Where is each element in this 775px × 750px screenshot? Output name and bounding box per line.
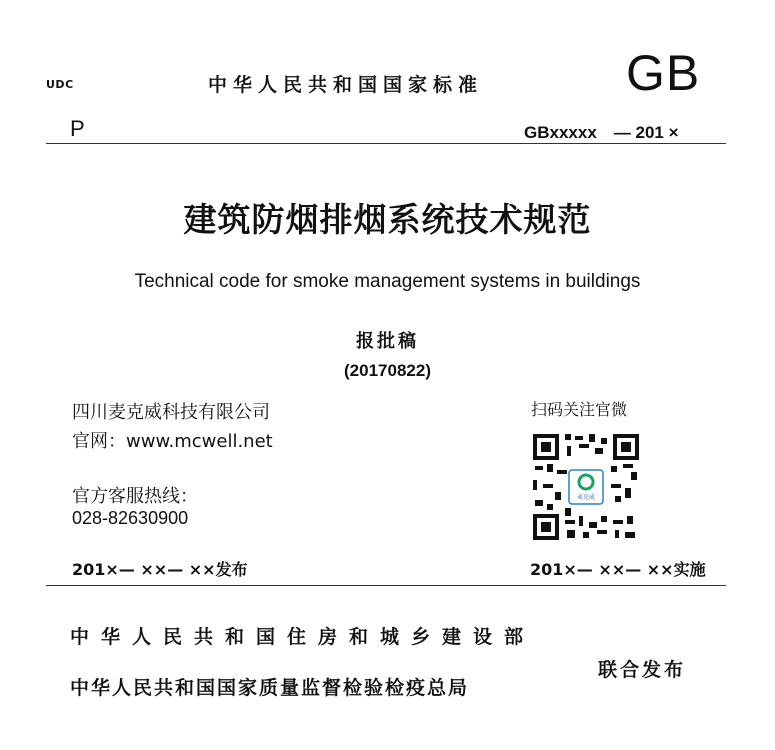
- national-standard-heading: 中华人民共和国国家标准: [208, 74, 484, 96]
- issuer-quality-supervision: 中华人民共和国国家质量监督检验检疫总局: [70, 677, 470, 699]
- footer-divider: [46, 585, 726, 586]
- standard-number: GBxxxxx — 201 ×: [524, 123, 679, 142]
- joint-release-label: 联合发布: [598, 659, 687, 681]
- issuer-ministry-housing: 中华人民共和国住房和城乡建设部: [70, 626, 536, 648]
- company-website[interactable]: 官网：www.mcwell.net: [72, 431, 273, 452]
- document-title-en: Technical code for smoke management systems in buildings: [134, 271, 641, 292]
- company-name: 四川麦克威科技有限公司: [72, 402, 270, 423]
- document-title-zh: 建筑防烟排烟系统技术规范: [183, 200, 592, 239]
- qr-center-text: 麦克威: [576, 494, 596, 501]
- qr-code-icon[interactable]: [531, 432, 641, 542]
- draft-date: (20170822): [344, 361, 431, 380]
- draft-label: 报批稿: [356, 331, 419, 352]
- qr-caption: 扫码关注官微: [531, 400, 628, 419]
- hotline-label: 官方客服热线：: [72, 486, 198, 507]
- category-code: P: [70, 116, 85, 141]
- header-divider: [46, 143, 726, 144]
- implementation-date: 201×— ××— ××实施: [530, 560, 706, 579]
- udc-label: UDC: [46, 78, 74, 91]
- hotline-number: 028-82630900: [72, 508, 189, 528]
- release-date: 201×— ××— ××发布: [72, 560, 248, 579]
- gb-logo: GB: [626, 45, 701, 101]
